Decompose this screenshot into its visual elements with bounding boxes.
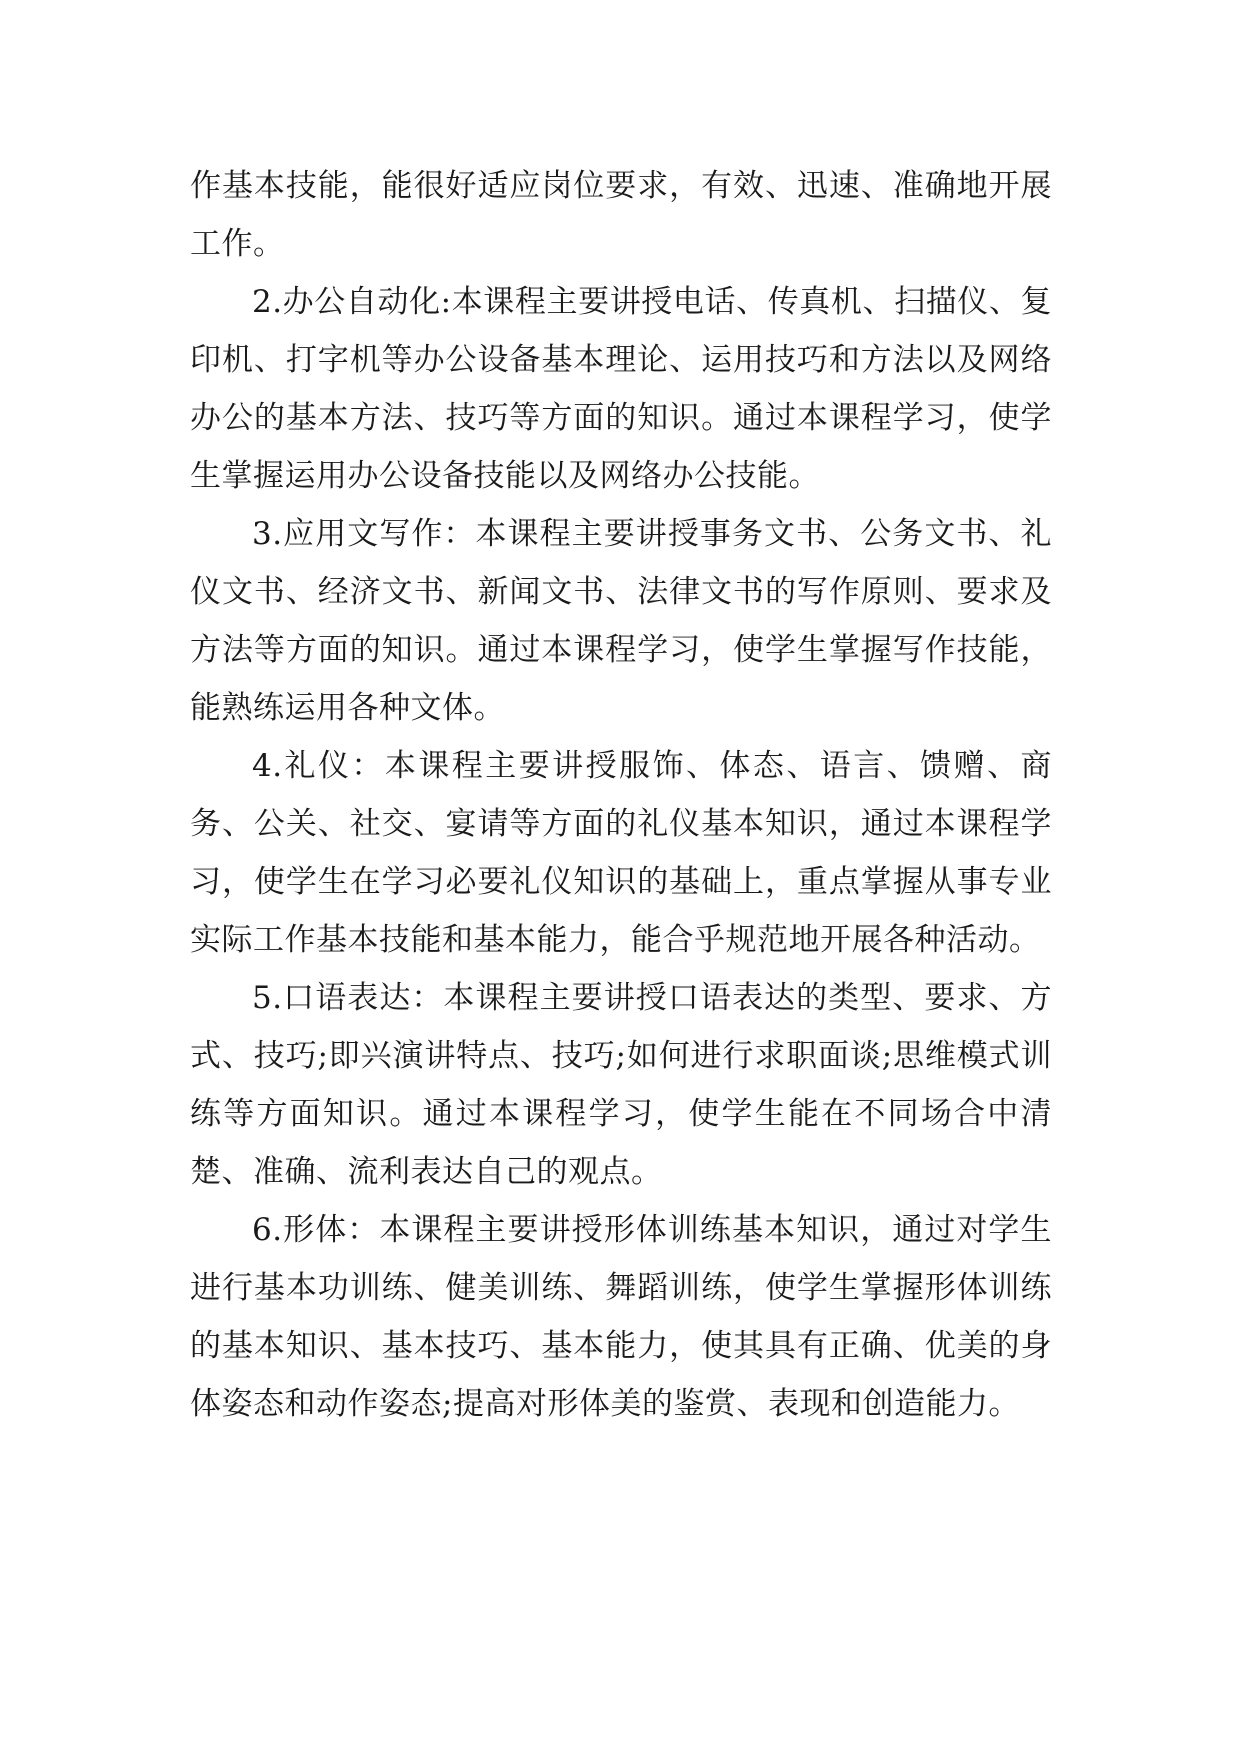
paragraph-continuation: 作基本技能，能很好适应岗位要求，有效、迅速、准确地开展工作。	[190, 168, 1052, 262]
paragraph-oral-expression: 5.口语表达：本课程主要讲授口语表达的类型、要求、方式、技巧;即兴演讲特点、技巧;如何进行求职面谈;思维模式训练等方面知识。通过本课程学习，使学生能在不同场合中清楚、准确、流利表达自己的观点。	[190, 980, 1052, 1190]
document-body	[190, 157, 1052, 1433]
paragraph-physique: 6.形体：本课程主要讲授形体训练基本知识，通过对学生进行基本功训练、健美训练、舞蹈训练，使学生掌握形体训练的基本知识、基本技巧、基本能力，使其具有正确、优美的身体姿态和动作姿态;提高对形体美的鉴赏、表现和创造能力。	[190, 1212, 1052, 1422]
paragraph-office-automation: 2.办公自动化:本课程主要讲授电话、传真机、扫描仪、复印机、打字机等办公设备基本理论、运用技巧和方法以及网络办公的基本方法、技巧等方面的知识。通过本课程学习，使学生掌握运用办公设备技能以及网络办公技能。	[190, 284, 1052, 494]
paragraph-applied-writing: 3.应用文写作：本课程主要讲授事务文书、公务文书、礼仪文书、经济文书、新闻文书、法律文书的写作原则、要求及方法等方面的知识。通过本课程学习，使学生掌握写作技能，能熟练运用各种文体。	[190, 516, 1052, 726]
paragraph-etiquette: 4.礼仪：本课程主要讲授服饰、体态、语言、馈赠、商务、公关、社交、宴请等方面的礼仪基本知识，通过本课程学习，使学生在学习必要礼仪知识的基础上，重点掌握从事专业实际工作基本技能和基本能力，能合乎规范地开展各种活动。	[190, 748, 1052, 958]
